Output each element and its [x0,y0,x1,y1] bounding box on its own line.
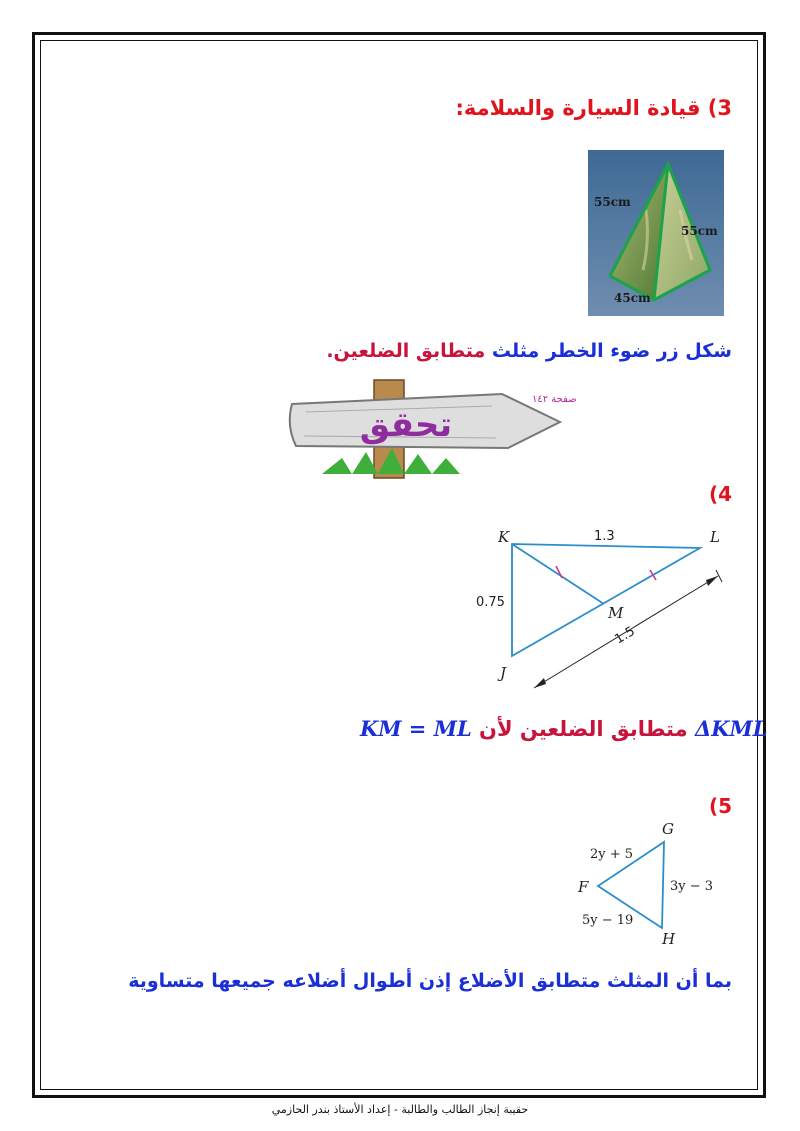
pyramid-label-base: 45cm [614,291,651,305]
section4-answer-text: متطابق الضلعين لأن [479,717,688,741]
fig4-length-diag: 1.5 [612,623,638,648]
pyramid-label-left: 55cm [594,195,631,209]
fig5-side-fh: 5y − 19 [582,913,634,928]
section4-number: (4 [708,482,732,506]
section5-number: (5 [708,794,732,818]
pyramid-photo [588,150,724,316]
check-page-ref: صفحة ١٤٢ [532,394,577,405]
section5-answer: بما أن المثلث متطابق الأضلاع إذن أطوال أضلاعه جميعها متساوية [128,970,732,992]
triangle-fgh-figure [568,816,728,946]
section3-answer-part2: متطابق الضلعين. [326,340,486,362]
fig4-vertex-l: L [710,528,720,546]
fig5-vertex-h: H [662,930,676,948]
fig4-vertex-m: M [608,604,624,622]
fig4-length-kl: 1.3 [594,529,615,544]
fig5-side-gh: 3y − 3 [670,879,714,894]
fig5-side-fg: 2y + 5 [590,847,634,862]
section3-answer [326,340,732,362]
fig4-length-kj: 0.75 [476,595,505,610]
page-footer: حقيبة إنجاز الطالب والطالبة - إعداد الأستاذ بندر الحازمي [271,1103,529,1116]
check-sign-graphic [282,378,577,482]
fig5-vertex-g: G [662,820,674,838]
section4-answer [360,716,768,741]
fig4-vertex-j: J [500,664,507,682]
section4-equation: KM = ML [360,716,472,741]
section3-title: 3) قيادة السيارة والسلامة: [455,96,732,120]
section3-answer-part1: شكل زر ضوء الخطر مثلث [491,340,732,362]
section4-triangle: ΔKML [694,716,768,741]
check-label: تحقق [359,405,453,445]
triangle-kml-figure [470,520,740,700]
pyramid-label-right: 55cm [681,224,718,238]
fig4-vertex-k: K [498,528,510,546]
fig5-vertex-f: F [578,878,589,896]
